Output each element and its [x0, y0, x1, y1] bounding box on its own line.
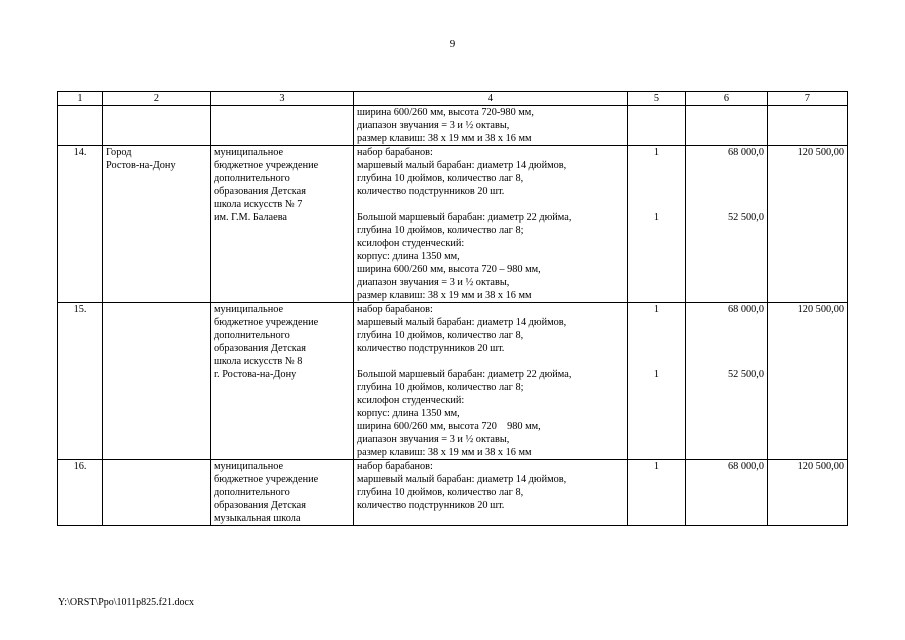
- cell-org: [211, 146, 354, 303]
- desc-line: глубина 10 дюймов, количество лаг 8,: [357, 330, 524, 341]
- col-header-6: 6: [686, 92, 768, 106]
- cell-total: [768, 146, 848, 303]
- cell-org: [211, 303, 354, 460]
- cell-city: [103, 106, 211, 146]
- price-value: 68 000,0: [727, 147, 764, 158]
- cell-total: [768, 460, 848, 526]
- desc-line: глубина 10 дюймов, количество лаг 8;: [357, 382, 524, 393]
- cell-description: [354, 460, 628, 526]
- table-row: [58, 303, 848, 460]
- desc-line: размер клавиш: 38 х 19 мм и 38 х 16 мм: [357, 290, 532, 301]
- col-header-1: 1: [58, 92, 103, 106]
- org-line: бюджетное учреждение: [214, 474, 319, 485]
- desc-line: количество подструнников 20 шт.: [357, 343, 505, 354]
- cell-price: [686, 460, 768, 526]
- desc-line: ксилофон студенческий:: [357, 395, 465, 406]
- qty-value: 1: [653, 212, 660, 223]
- org-line: образования Детская: [214, 343, 306, 354]
- desc-line: набор барабанов:: [357, 147, 433, 158]
- cell-city: [103, 460, 211, 526]
- org-line: школа искусств № 8: [214, 356, 303, 367]
- table-row: [58, 146, 848, 303]
- desc-line: маршевый малый барабан: диаметр 14 дюймов,: [357, 474, 567, 485]
- desc-line: глубина 10 дюймов, количество лаг 8,: [357, 173, 524, 184]
- allocation-table: [57, 91, 848, 526]
- col-header-5: 5: [628, 92, 686, 106]
- cell-description: [354, 106, 628, 146]
- cell-qty: [628, 106, 686, 146]
- cell-price: [686, 106, 768, 146]
- cell-qty: [628, 146, 686, 303]
- desc-line: диапазон звучания = 3 и ½ октавы,: [357, 120, 510, 131]
- desc-line: количество подструнников 20 шт.: [357, 500, 505, 511]
- org-line: муниципальное: [214, 147, 284, 158]
- cell-total: [768, 303, 848, 460]
- qty-value: 1: [653, 461, 660, 472]
- desc-line: маршевый малый барабан: диаметр 14 дюймов,: [357, 160, 567, 171]
- desc-line: корпус: длина 1350 мм,: [357, 408, 460, 419]
- desc-line: набор барабанов:: [357, 461, 433, 472]
- org-line: муниципальное: [214, 461, 284, 472]
- cell-price: [686, 303, 768, 460]
- desc-line: Большой маршевый барабан: диаметр 22 дюйма,: [357, 212, 572, 223]
- org-line: школа искусств № 7: [214, 199, 303, 210]
- price-value: 52 500,0: [727, 369, 764, 380]
- continuation-row: [58, 106, 848, 146]
- org-line: муниципальное: [214, 304, 284, 315]
- price-value: 68 000,0: [727, 461, 764, 472]
- document-path: Y:\ORST\Ppo\1011p825.f21.docx: [58, 597, 194, 608]
- cell-qty: [628, 303, 686, 460]
- col-header-4: 4: [354, 92, 628, 106]
- cell-org: [211, 460, 354, 526]
- qty-value: 1: [653, 147, 660, 158]
- org-line: им. Г.М. Балаева: [214, 212, 287, 223]
- desc-line: диапазон звучания = 3 и ½ октавы,: [357, 434, 510, 445]
- desc-line: ксилофон студенческий:: [357, 238, 465, 249]
- column-number-row: [58, 92, 848, 106]
- org-line: дополнительного: [214, 173, 290, 184]
- total-value: 120 500,00: [797, 461, 844, 472]
- desc-line: диапазон звучания = 3 и ½ октавы,: [357, 277, 510, 288]
- col-header-2: 2: [103, 92, 211, 106]
- org-line: г. Ростова-на-Дону: [214, 369, 297, 380]
- qty-value: 1: [653, 369, 660, 380]
- desc-line: ширина 600/260 мм, высота 720-980 мм,: [357, 107, 534, 118]
- cell-total: [768, 106, 848, 146]
- page-number: 9: [449, 38, 456, 50]
- row-number: 16.: [58, 460, 103, 526]
- desc-line: количество подструнников 20 шт.: [357, 186, 505, 197]
- desc-line: глубина 10 дюймов, количество лаг 8;: [357, 225, 524, 236]
- cell-city: [103, 303, 211, 460]
- city-line: Ростов-на-Дону: [106, 160, 176, 171]
- desc-line: набор барабанов:: [357, 304, 433, 315]
- desc-line: размер клавиш: 38 х 19 мм и 38 х 16 мм: [357, 447, 532, 458]
- price-value: 68 000,0: [727, 304, 764, 315]
- org-line: музыкальная школа: [214, 513, 301, 524]
- desc-line: ширина 600/260 мм, высота 720 – 980 мм,: [357, 264, 541, 275]
- org-line: бюджетное учреждение: [214, 317, 319, 328]
- city-line: Город: [106, 147, 132, 158]
- org-line: образования Детская: [214, 186, 306, 197]
- cell-city: [103, 146, 211, 303]
- price-value: 52 500,0: [727, 212, 764, 223]
- cell-description: [354, 303, 628, 460]
- desc-line: маршевый малый барабан: диаметр 14 дюймов,: [357, 317, 567, 328]
- desc-line: размер клавиш: 38 х 19 мм и 38 х 16 мм: [357, 133, 532, 144]
- cell-org: [211, 106, 354, 146]
- row-number: 15.: [58, 303, 103, 460]
- row-number: 14.: [58, 146, 103, 303]
- col-header-3: 3: [211, 92, 354, 106]
- col-header-7: 7: [768, 92, 848, 106]
- desc-line: корпус: длина 1350 мм,: [357, 251, 460, 262]
- cell-description: [354, 146, 628, 303]
- table-row: [58, 460, 848, 526]
- cell-price: [686, 146, 768, 303]
- org-line: дополнительного: [214, 487, 290, 498]
- total-value: 120 500,00: [797, 304, 844, 315]
- qty-value: 1: [653, 304, 660, 315]
- cell-num: [58, 106, 103, 146]
- desc-line: Большой маршевый барабан: диаметр 22 дюйма,: [357, 369, 572, 380]
- org-line: дополнительного: [214, 330, 290, 341]
- total-value: 120 500,00: [797, 147, 844, 158]
- org-line: бюджетное учреждение: [214, 160, 319, 171]
- desc-line: ширина 600/260 мм, высота 720 980 мм,: [357, 421, 541, 432]
- org-line: образования Детская: [214, 500, 306, 511]
- desc-line: глубина 10 дюймов, количество лаг 8,: [357, 487, 524, 498]
- cell-qty: [628, 460, 686, 526]
